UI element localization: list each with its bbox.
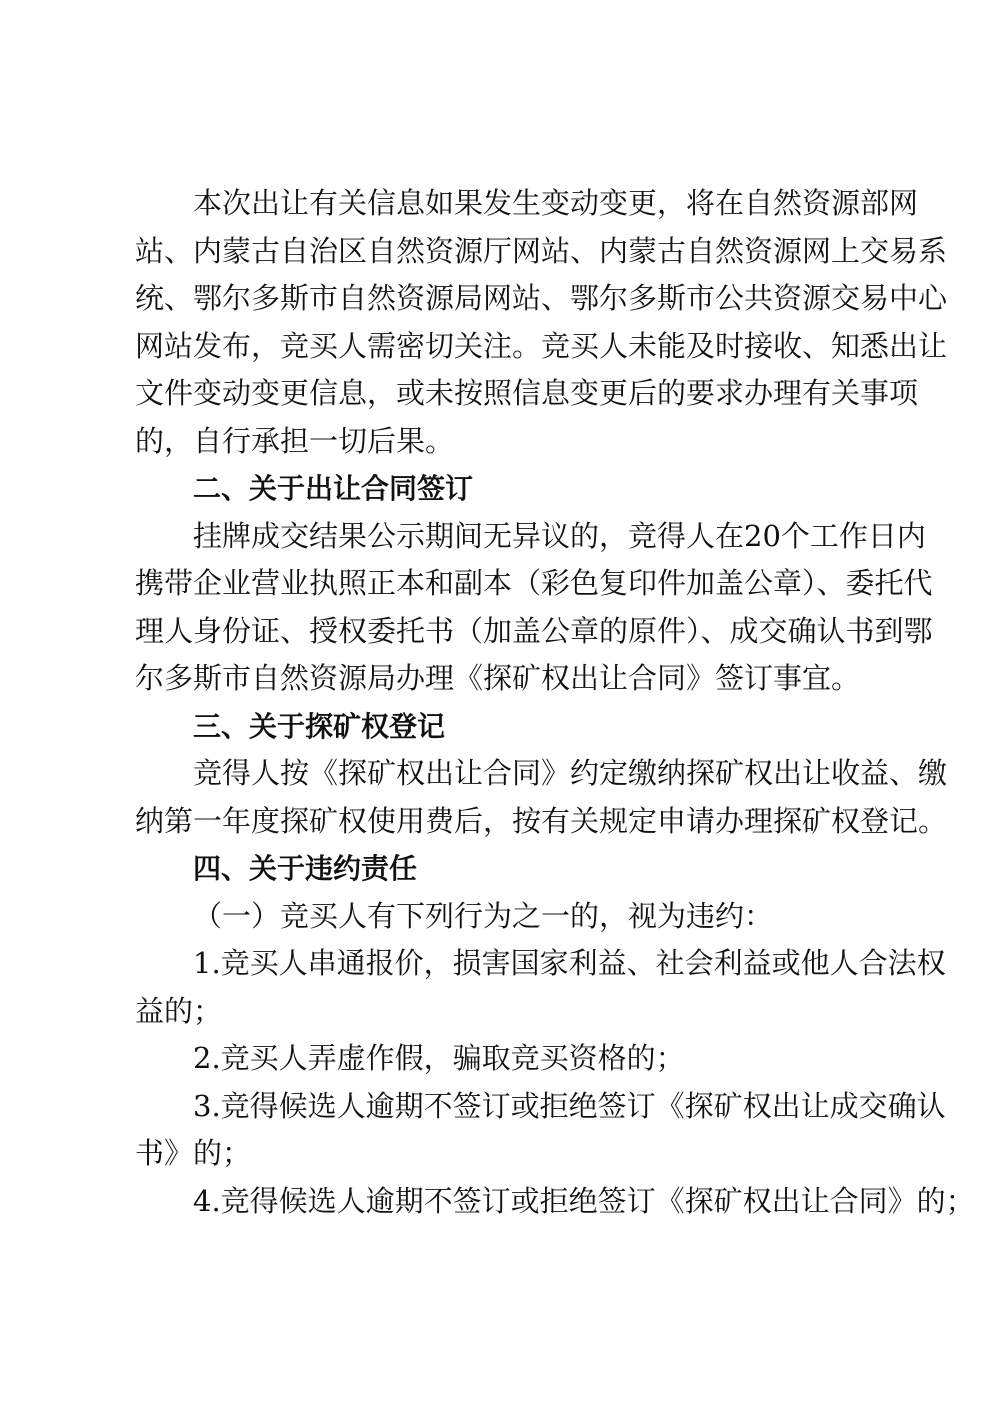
text-line: 携带企业营业执照正本和副本（彩色复印件加盖公章）、委托代 [135, 566, 933, 600]
text-line: 益的； [135, 993, 223, 1028]
section-heading-registration: 三、关于探矿权登记 [193, 709, 446, 743]
section-heading-liability: 四、关于违约责任 [193, 852, 418, 885]
text-line: 1.竞买人串通报价，损害国家利益、社会利益或他人合法权 [193, 946, 946, 980]
section-heading-contract: 二、关于出让合同签订 [193, 472, 474, 505]
text-line: 站、内蒙古自治区自然资源厅网站、内蒙古自然资源网上交易系 [135, 233, 948, 268]
text-line: 文件变动变更信息，或未按照信息变更后的要求办理有关事项 [135, 376, 919, 410]
paragraph-change-notice [135, 180, 948, 465]
text-line: 3.竞得候选人逾期不签订或拒绝签订《探矿权出让成交确认 [193, 1088, 946, 1123]
text-line: 的，自行承担一切后果。 [135, 423, 455, 458]
text-line: 纳第一年度探矿权使用费后，按有关规定申请办理探矿权登记。 [135, 803, 948, 838]
text-line: 统、鄂尔多斯市自然资源局网站、鄂尔多斯市公共资源交易中心 [135, 281, 948, 315]
list-item [135, 940, 946, 1035]
text-line: 挂牌成交结果公示期间无异议的，竞得人在20个工作日内 [193, 518, 926, 553]
paragraph-registration [135, 750, 948, 845]
list-item [135, 1035, 880, 1083]
text-line: 尔多斯市自然资源局办理《探矿权出让合同》签订事宜。 [135, 661, 861, 695]
text-line: 4.竞得候选人逾期不签订或拒绝签订《探矿权出让合同》的； [193, 1183, 975, 1218]
text-line: 本次出让有关信息如果发生变动变更，将在自然资源部网 [193, 186, 919, 220]
text-line: 理人身份证、授权委托书（加盖公章的原件）、成交确认书到鄂 [135, 613, 933, 648]
list-item [135, 1178, 975, 1226]
document-body [135, 180, 975, 1225]
text-line: 2.竞买人弄虚作假，骗取竞买资格的； [193, 1041, 685, 1075]
subheading-breach-conditions: （一）竞买人有下列行为之一的，视为违约： [193, 898, 774, 933]
text-line: 竞得人按《探矿权出让合同》约定缴纳探矿权出让收益、缴 [193, 756, 948, 790]
paragraph-contract [135, 513, 933, 703]
list-item [135, 1083, 946, 1178]
text-line: 网站发布，竞买人需密切关注。竞买人未能及时接收、知悉出让 [135, 328, 948, 363]
text-line: 书》的； [135, 1136, 252, 1170]
